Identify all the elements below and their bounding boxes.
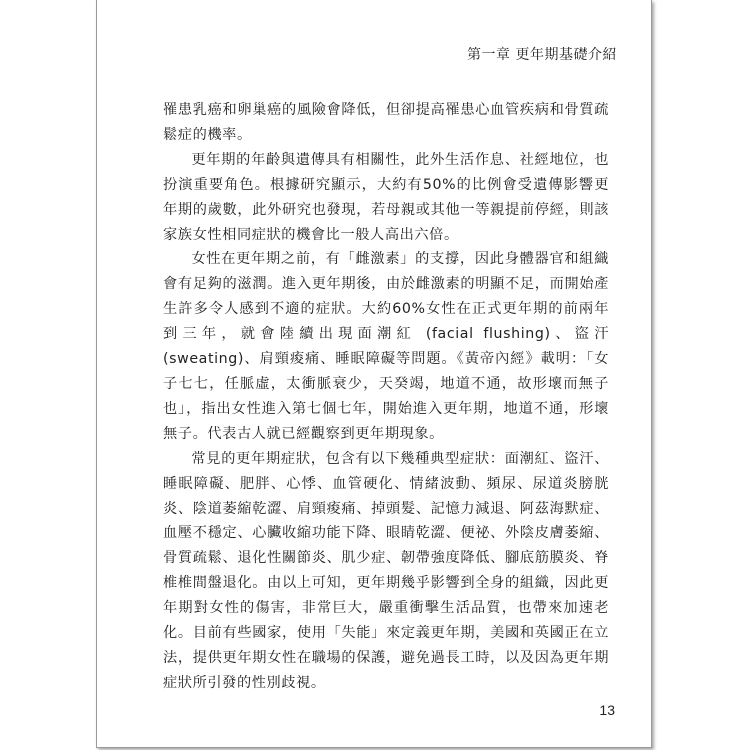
paragraph-genetics: 更年期的年齡與遺傳具有相關性，此外生活作息、社經地位，也扮演重要角色。根據研究顯示，大約有50%的比例會受遺傳影響更年期的歲數，此外研究也發現，若母親或其他一等親提前停經，則該家族女性相同症狀的機會比一般人高出六倍。	[163, 151, 609, 243]
page-number: 13	[599, 702, 615, 718]
chapter-running-head: 第一章 更年期基礎介紹	[467, 47, 617, 63]
body-text	[163, 98, 609, 696]
paragraph-estrogen: 女性在更年期之前，有「雌激素」的支撐，因此身體器官和組織會有足夠的滋潤。進入更年期後，由於雌激素的明顯不足，而開始產生許多令人感到不適的症狀。大約60%女性在正式更年期的前兩年到三年，就會陸續出現面潮紅 (facial flushing)、盜汗 (sweating)、肩頸痠痛、睡眠障礙等問題。《黃帝內經》載明：「女子七七，任脈虛，太衝脈衰少，天癸竭，地道不通，故形壞而無子也」，指出女性進入第七個七年，開始進入更年期，地道不通，形壞無子。代表古人就已經觀察到更年期現象。	[163, 251, 609, 442]
paragraph-symptoms: 常見的更年期症狀，包含有以下幾種典型症狀：面潮紅、盜汗、睡眠障礙、肥胖、心悸、血管硬化、情緒波動、頻尿、尿道炎膀胱炎、陰道萎縮乾澀、肩頸痠痛、掉頭髮、記憶力減退、阿茲海默症、血壓不穩定、心臟收縮功能下降、眼睛乾澀、便祕、外陰皮膚萎縮、骨質疏鬆、退化性關節炎、肌少症、韌帶強度降低、腳底筋膜炎、脊椎椎間盤退化。由以上可知，更年期幾乎影響到全身的組織，因此更年期對女性的傷害，非常巨大，嚴重衝擊生活品質，也帶來加速老化。目前有些國家，使用「失能」來定義更年期，美國和英國正在立法，提供更年期女性在職場的保護，避免過長工時，以及因為更年期症狀所引發的性別歧視。	[163, 450, 609, 691]
book-page	[96, 0, 652, 748]
paragraph-continued: 罹患乳癌和卵巢癌的風險會降低，但卻提高罹患心血管疾病和骨質疏鬆症的機率。	[163, 102, 609, 143]
